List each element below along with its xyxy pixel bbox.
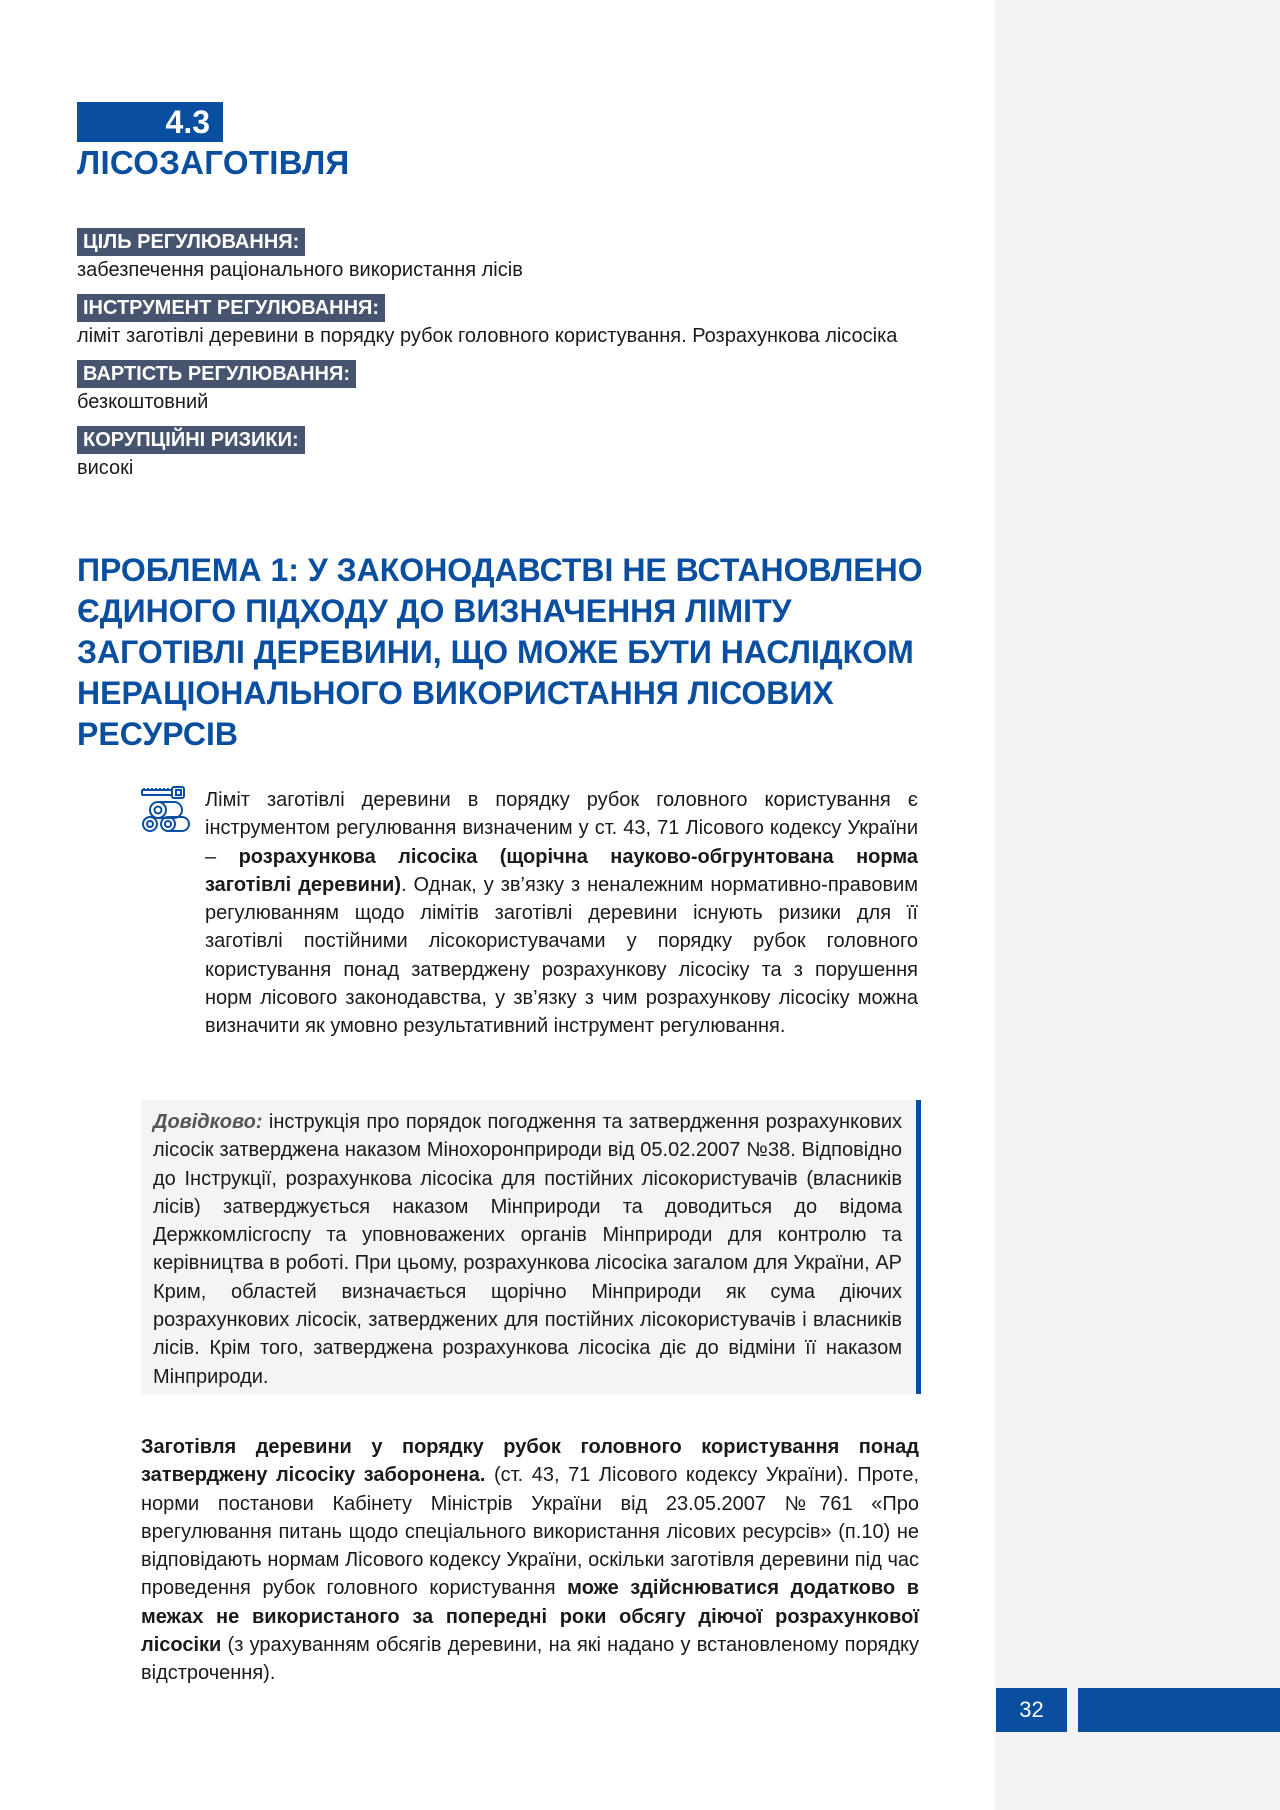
meta-value: високі: [77, 457, 134, 479]
intro-text-part: . Однак, у зв’язку з неналежним нормативно-правовим регулюванням щодо лімітів заготівлі деревини існують ризики для її заготівлі постійними лісокористувачами у порядку рубок головного користування понад затверджену розрахункову лісосіку та з порушення норм лісового законодавства, у зв’язку з чим розрахункову лісосіку можна визначити як умовно результативний інструмент регулювання.: [205, 873, 918, 1038]
page-sidebar: [995, 0, 1280, 1810]
meta-label: КОРУПЦІЙНІ РИЗИКИ:: [77, 426, 305, 454]
intro-text-part: Ліміт заготівлі деревини в порядку рубок головного користування є інструментом регулювання визначеним у ст. 43, 71 Лісового кодексу України –: [205, 789, 918, 868]
section-number: 4.3: [77, 102, 223, 142]
footer-bar: [1078, 1688, 1280, 1732]
final-text-part: (з урахуванням обсягів деревини, на які надано у встановленому порядку відстрочення).: [141, 1634, 919, 1685]
meta-label: ІНСТРУМЕНТ РЕГУЛЮВАННЯ:: [77, 294, 385, 322]
meta-corruption-risks: [77, 426, 927, 482]
meta-value: забезпечення раціонального використання лісів: [77, 259, 523, 281]
problem-intro: [205, 786, 918, 1041]
section-title: ЛІСОЗАГОТІВЛЯ: [77, 144, 350, 181]
meta-value: безкоштовний: [77, 391, 209, 413]
final-text-part: (ст. 43, 71 Лісового кодексу України). Проте, норми постанови Кабінету Міністрів України від 23.05.2007 №761 «Про врегулювання питань щодо спеціального використання лісових ресурсів» (п.10) не відповідають нормам Лісового кодексу України, оскільки заготівля деревини під час проведення рубок головного користування: [141, 1464, 920, 1600]
meta-instrument: [77, 294, 927, 350]
logging-chainsaw-logs-icon: [140, 786, 192, 832]
meta-cost: [77, 360, 927, 416]
meta-value: ліміт заготівлі деревини в порядку рубок головного користування. Розрахункова лісосіка: [77, 325, 898, 347]
reference-note: [141, 1100, 921, 1394]
meta-label: ЦІЛЬ РЕГУЛЮВАННЯ:: [77, 228, 305, 256]
problem-title: ПРОБЛЕМА 1: У ЗАКОНОДАВСТВІ НЕ ВСТАНОВЛЕНО ЄДИНОГО ПІДХОДУ ДО ВИЗНАЧЕННЯ ЛІМІТУ ЗАГОТІВЛІ ДЕРЕВИНИ, ЩО МОЖЕ БУТИ НАСЛІДКОМ НЕРАЦІОНАЛЬНОГО ВИКОРИСТАННЯ ЛІСОВИХ РЕСУРСІВ: [77, 552, 923, 752]
final-bold-statement: може здійснюватися додатково в межах не використаного за попередні роки обсягу діючої розрахункової лісосіки: [141, 1577, 919, 1657]
intro-bold-term: розрахункова лісосіка (щорічна науково-обгрунтована норма заготівлі деревини): [205, 845, 918, 896]
page-number: 32: [996, 1688, 1067, 1732]
meta-label: ВАРТІСТЬ РЕГУЛЮВАННЯ:: [77, 360, 356, 388]
final-bold-statement: Заготівля деревини у порядку рубок головного користування понад затверджену лісосіку заборонена.: [141, 1436, 919, 1487]
regulation-meta: [77, 228, 927, 492]
final-paragraph: [141, 1433, 919, 1688]
note-label: Довідково:: [153, 1111, 263, 1133]
meta-goal: [77, 228, 927, 284]
note-text: інструкція про порядок погодження та затвердження розрахункових лісосік затверджена наказом Мінохоронприроди від 05.02.2007 №38. Відповідно до Інструкції, розрахункова лісосіка для постійних лісокористувачів (власників лісів) затверджується наказом Мінприроди та доводиться до відома Держкомлісгоспу та уповноважених органів Мінприроди для контролю та керівництва в роботі. При цьому, розрахункова лісосіка загалом для України, АР Крим, областей визначається щорічно Мінприроди як сума діючих розрахункових лісосік, затверджених для постійних лісокористувачів і власників лісів. Крім того, затверджена розрахункова лісосіка діє до відміни її наказом Мінприроди.: [153, 1111, 902, 1388]
